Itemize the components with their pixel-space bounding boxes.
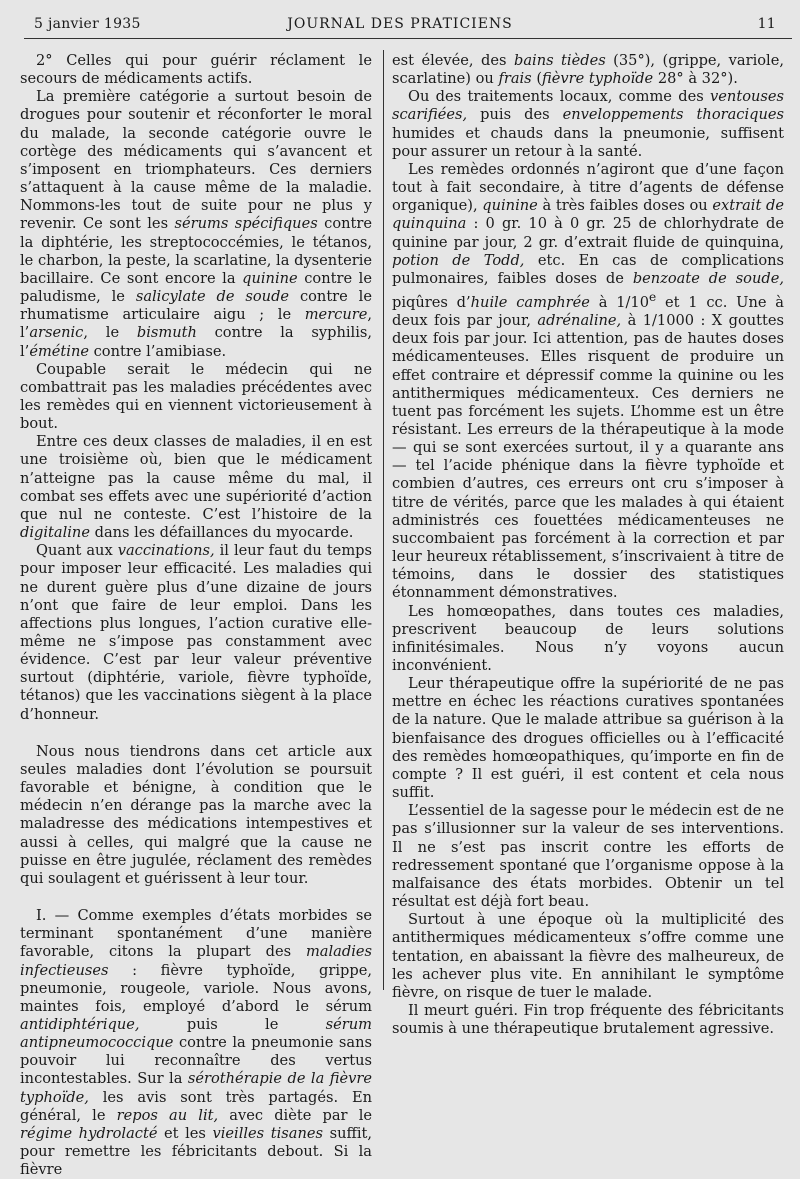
header-page-number: 11: [757, 16, 776, 32]
paragraph: Nous nous tiendrons dans cet article aux seules maladies dont l’évolution se poursuit favorable et bénigne, à condition que le médecin n’en dérange pas la marche avec la maladresse des médications intempestives et aussi à celles, qui malgré que la cause ne puisse en être jugulée, réclament des remèdes qui soulagent et guérissent à leur tour.: [20, 742, 372, 887]
paragraph: Ou des traitements locaux, comme des ventouses scarifiées, puis des enveloppements thoraciques humides et chauds dans la pneumonie, suffisent pour assurer un retour à la santé.: [392, 88, 784, 160]
column-divider: [383, 50, 384, 990]
paragraph: La première catégorie a surtout besoin de drogues pour soutenir et réconforter le moral du malade, la seconde catégorie ouvre le cortège des médicaments qui s’avancent et s’imposent en triomphateurs. Ces derniers s’attaquent à la cause même de la maladie. Nommons-les tout de suite pour ne plus y revenir. Ce sont les sérums spécifiques contre la diphtérie, les streptococcémies, le tétanos, le charbon, la peste, la scarlatine, la dysenterie bacillaire. Ce sont encore la quinine contre le paludisme, le salicylate de soude contre le rhumatisme articulaire aigu ; le mercure, l’arsenic, le bismuth contre la syphilis, l’émétine contre l’amibiase.: [20, 88, 372, 360]
paragraph: Les homœopathes, dans toutes ces maladies, prescrivent beaucoup de leurs solutions infinitésimales. Nous n’y voyons aucun inconvénient.: [392, 602, 784, 675]
paragraph: Entre ces deux classes de maladies, il en est une troisième où, bien que le médicament n’atteigne pas la cause même du mal, il combat ses effets avec une supériorité d’action que nul ne conteste. C’est l’histoire de la digitaline dans les défaillances du myocarde.: [20, 433, 372, 542]
paragraph: Il meurt guéri. Fin trop fréquente des fébricitants soumis à une thérapeutique brutalement agressive.: [392, 1001, 784, 1038]
paragraph: I. — Comme exemples d’états morbides se terminant spontanément d’une manière favorable, citons la plupart des maladies infectieuses : fièvre typhoïde, grippe, pneumonie, rougeole, variole. Nous avons, maintes fois, employé d’abord le sérum antidiphtérique, puis le sérum antipneumococcique contre la pneumonie sans pouvoir lui reconnaître des vertus incontestables. Sur la sérothérapie de la fièvre typhoïde, les avis sont très partagés. En général, le repos au lit, avec diète par le régime hydrolacté et les vieilles tisanes suffit, pour remettre les fébricitants debout. Si la fièvre: [20, 907, 373, 1179]
paragraph: Surtout à une époque où la multiplicité des antithermiques médicamenteux s’offre comme une tentation, en abaissant la fièvre des malheureux, de les achever plus vite. En annihilant le symptôme fièvre, on risque de tuer le malade.: [392, 911, 784, 1001]
page-header: [0, 12, 800, 36]
left-column: [20, 52, 372, 1179]
paragraph: Quant aux vaccinations, il leur faut du temps pour imposer leur efficacité. Les maladies qui ne durent guère plus d’une dizaine de jours n’ont que faire de leur emploi. Dans les affections plus longues, l’action curative elle-même ne s’impose pas constamment avec évidence. C’est par leur valeur préventive surtout (diphtérie, variole, fièvre typhoïde, tétanos) que les vaccinations siègent à la place d’honneur.: [20, 542, 372, 723]
right-column: [392, 52, 784, 1038]
header-journal-title: JOURNAL DES PRATICIENS: [287, 16, 513, 32]
paragraph: est élevée, des bains tièdes (35°), (grippe, variole, scarlatine) ou frais (fièvre typhoïde 28° à 32°).: [392, 52, 784, 88]
paragraph: Leur thérapeutique offre la supériorité de ne pas mettre en échec les réactions curatives spontanées de la nature. Que le malade attribue sa guérison à la bienfaisance des drogues officielles ou à l’efficacité des remèdes homœopathiques, qu’importe en fin de compte ? Il est guéri, il est content et cela nous suffit.: [392, 675, 784, 802]
header-rule: [24, 38, 792, 39]
paragraph: 2° Celles qui pour guérir réclament le secours de médicaments actifs.: [20, 52, 372, 88]
paragraph: L’essentiel de la sagesse pour le médecin est de ne pas s’illusionner sur la valeur de ses interventions. Il ne s’est pas inscrit contre les efforts de redressement spontané que l’organisme oppose à la malfaisance des états morbides. Obtenir un tel résultat est déjà fort beau.: [392, 802, 784, 911]
header-date: 5 janvier 1935: [34, 16, 141, 32]
paragraph: Les remèdes ordonnés n’agiront que d’une façon tout à fait secondaire, à titre d’agents de défense organique), quinine à très faibles doses ou extrait de quinquina : 0 gr. 10 à 0 gr. 25 de chlorhydrate de quinine par jour, 2 gr. d’extrait fluide de quinquina, potion de Todd, etc. En cas de complications pulmonaires, faibles doses de benzoate de soude, piqûres d’huile camphrée à 1/10e et 1 cc. Une à deux fois par jour, adrénaline, à 1/1000 : X gouttes deux fois par jour. Ici attention, pas de hautes doses médicamenteuses. Elles risquent de produire un effet contraire et dépressif comme la quinine ou les antithermiques médicamenteux. Ces derniers ne tuent pas forcément les sujets. L’homme est un être résistant. Les erreurs de la thérapeutique à la mode — qui se sont exercées surtout, il y a quarante ans — tel l’acide phénique dans la fièvre typhoïde et combien d’autres, ces erreurs ont cru s’imposer à titre de vérités, parce que les malades à qui étaient administrés ces fouettées médicamenteuses ne succombaient pas forcément à la correction et par leur heureux rétablissement, s’inscrivaient à titre de témoins, dans le dossier des statistiques étonnamment démonstratives.: [392, 160, 784, 602]
paragraph: Coupable serait le médecin qui ne combattrait pas les maladies précédentes avec les remèdes qui en viennent victorieusement à bout.: [20, 360, 372, 433]
